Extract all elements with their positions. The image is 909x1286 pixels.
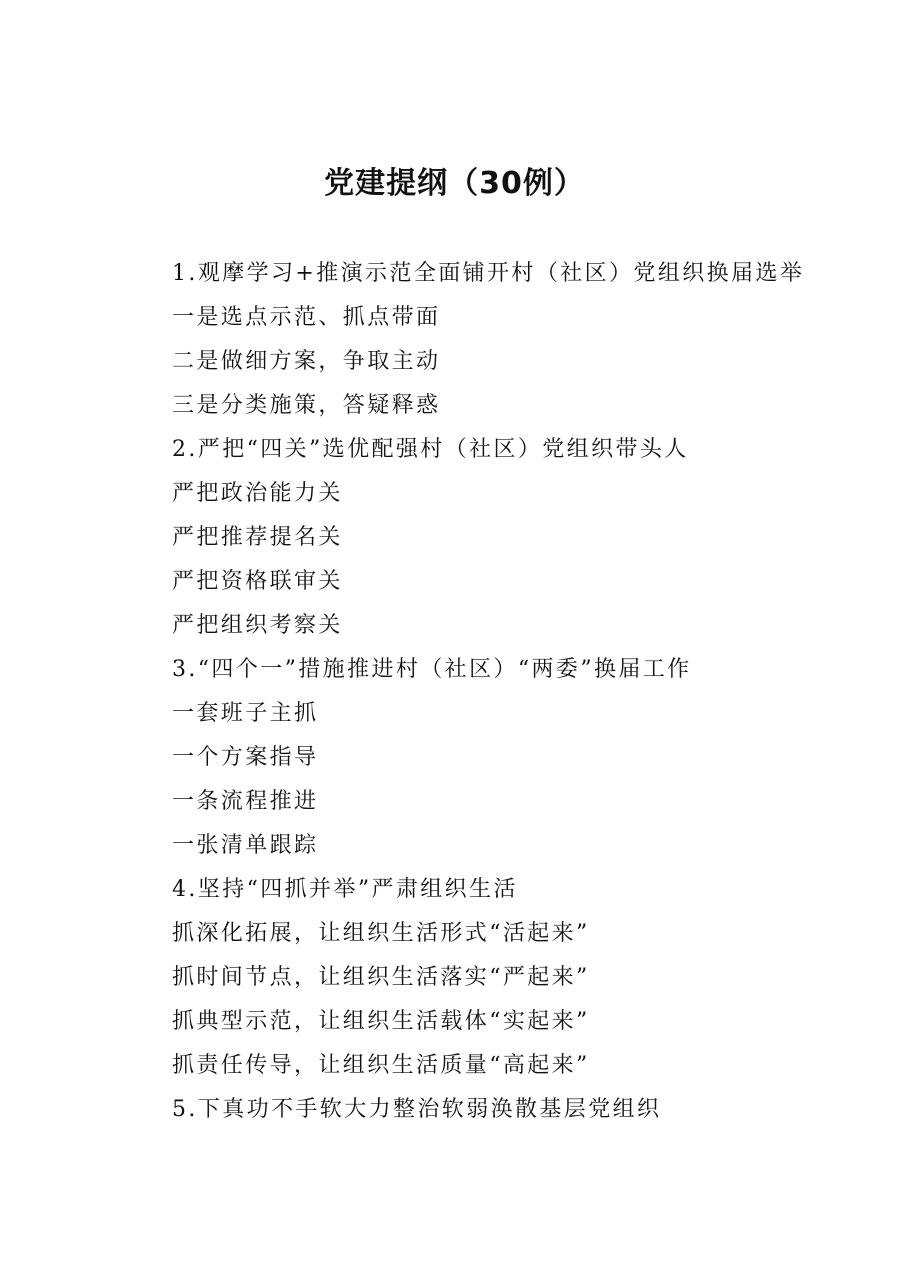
outline-item: 一个方案指导 — [172, 745, 319, 770]
outline-item: 严把资格联审关 — [172, 569, 343, 594]
outline-item: 严把政治能力关 — [172, 481, 343, 506]
outline-item: 二是做细方案，争取主动 — [172, 349, 441, 374]
outline-item: 一条流程推进 — [172, 789, 319, 814]
outline-heading-1: 1.观摩学习+推演示范全面铺开村（社区）党组织换届选举 — [172, 261, 805, 286]
outline-item: 严把推荐提名关 — [172, 525, 343, 550]
document-title: 党建提纲（30例） — [324, 166, 585, 201]
outline-item: 三是分类施策，答疑释惑 — [172, 393, 441, 418]
outline-item: 严把组织考察关 — [172, 613, 343, 638]
outline-item: 抓责任传导，让组织生活质量“高起来” — [172, 1053, 590, 1078]
outline-heading-4: 4.坚持“四抓并举”严肃组织生活 — [172, 877, 518, 902]
outline-item: 抓深化拓展，让组织生活形式“活起来” — [172, 921, 590, 946]
outline-list — [172, 252, 832, 1132]
outline-heading-2: 2.严把“四关”选优配强村（社区）党组织带头人 — [172, 437, 689, 462]
outline-item: 一套班子主抓 — [172, 701, 319, 726]
outline-item: 一是选点示范、抓点带面 — [172, 305, 441, 330]
outline-heading-3: 3.“四个一”措施推进村（社区）“两委”换届工作 — [172, 657, 692, 682]
outline-item: 抓时间节点，让组织生活落实“严起来” — [172, 965, 590, 990]
outline-item: 抓典型示范，让组织生活载体“实起来” — [172, 1009, 590, 1034]
outline-item: 一张清单跟踪 — [172, 833, 319, 858]
outline-heading-5: 5.下真功不手软大力整治软弱涣散基层党组织 — [172, 1097, 662, 1122]
